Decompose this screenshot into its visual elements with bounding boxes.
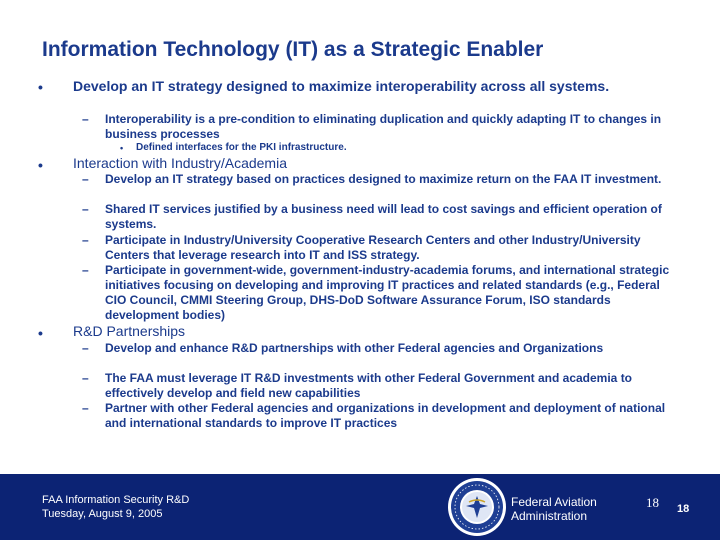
- dash-marker: –: [82, 233, 89, 247]
- agency-name: [511, 495, 597, 523]
- section-heading-interoperability: Develop an IT strategy designed to maximize interoperability across all systems.: [73, 78, 610, 94]
- list-item: Develop an IT strategy based on practices designed to maximize return on the FAA IT investment.: [105, 172, 662, 186]
- list-item: Shared IT services justified by a business need will lead to cost savings and efficient operation of systems.: [105, 202, 662, 231]
- list-item: Partner with other Federal agencies and organizations in development and deployment of national and international standards to improve IT practices: [105, 401, 666, 430]
- bullet-marker: •: [38, 79, 43, 95]
- footer-bar: [0, 474, 720, 540]
- section-heading-rd-partnerships: R&D Partnerships: [73, 323, 186, 339]
- sub-list-item: Defined interfaces for the PKI infrastructure.: [136, 142, 347, 153]
- dash-marker: –: [82, 401, 89, 415]
- list-item: Participate in Industry/University Cooperative Research Centers and other Industry/University Centers that leverage research into IT and ISS strategy.: [105, 233, 641, 262]
- dash-marker: –: [82, 172, 89, 186]
- agency-line-1: Federal Aviation: [511, 495, 597, 509]
- sub-bullet-marker: •: [120, 143, 124, 153]
- dash-marker: –: [82, 202, 89, 216]
- list-item: Participate in government-wide, government-industry-academia forums, and international strategic initiatives focusing on developing and improving IT practices and related standards (e.g., Federal CIO Council, CMMI Steering Group, DHS-DoD Software Assurance Forum, ISO standards development bodies): [105, 263, 670, 322]
- page-number: 18: [646, 495, 659, 510]
- faa-seal-icon: [447, 477, 507, 537]
- dash-marker: –: [82, 371, 89, 385]
- footer-info: [42, 493, 189, 521]
- bullet-marker: •: [38, 157, 43, 173]
- slide-title: Information Technology (IT) as a Strategic Enabler: [42, 38, 544, 61]
- slide-number: 18: [677, 503, 690, 515]
- agency-line-2: Administration: [511, 509, 588, 523]
- dash-marker: –: [82, 112, 89, 126]
- footer-org-line: FAA Information Security R&D: [42, 494, 190, 506]
- list-item: Interoperability is a pre-condition to eliminating duplication and quickly adapting IT to changes in business processes: [105, 112, 662, 141]
- footer-date-line: Tuesday, August 9, 2005: [42, 508, 163, 520]
- dash-marker: –: [82, 263, 89, 277]
- section-heading-industry-academia: Interaction with Industry/Academia: [73, 155, 287, 171]
- dash-marker: –: [82, 341, 89, 355]
- list-item: The FAA must leverage IT R&D investments with other Federal Government and academia to effectively develop and field new capabilities: [105, 371, 633, 400]
- list-item: Develop and enhance R&D partnerships with other Federal agencies and Organizations: [105, 341, 604, 355]
- bullet-marker: •: [38, 325, 43, 341]
